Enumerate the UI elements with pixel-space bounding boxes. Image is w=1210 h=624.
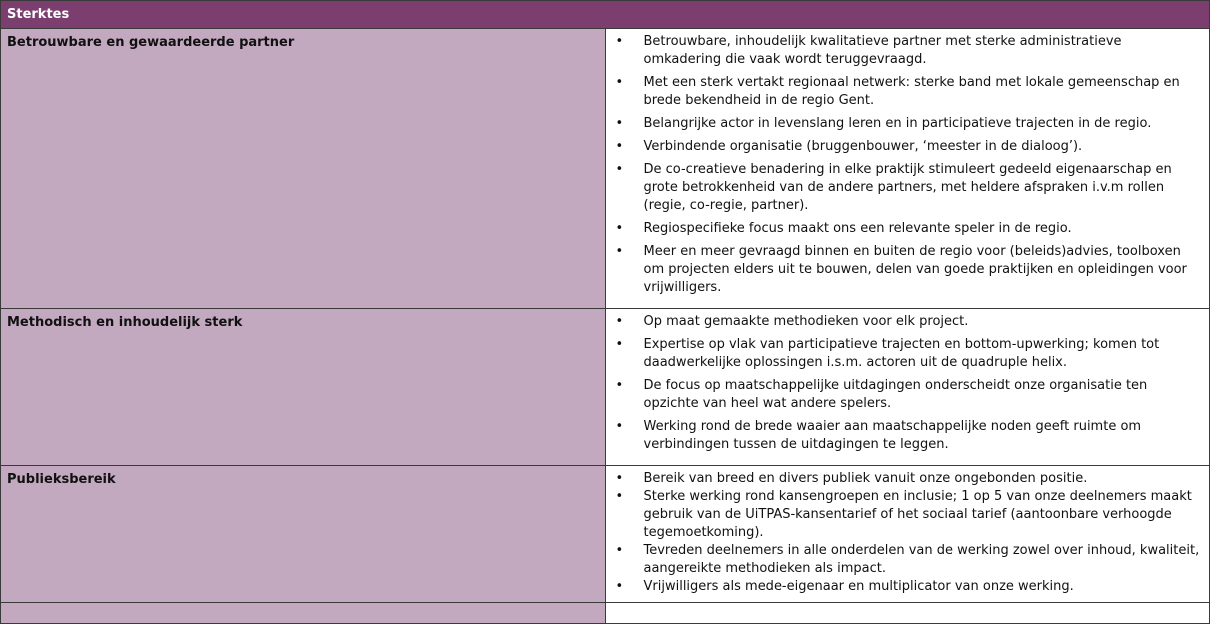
- list-item-text: Sterke werking rond kansengroepen en inclusie; 1 op 5 van onze deelnemers maakt gebruik van de UiTPAS-kansentarief of het sociaal tarief (aantoonbare verhoogde tegemoetkoming).: [643, 489, 1192, 540]
- list-item: [614, 138, 1202, 156]
- bullet-icon: •: [615, 139, 624, 154]
- bullet-list: [614, 33, 1202, 297]
- list-item-text: Betrouwbare, inhoudelijk kwalitatieve partner met sterke administratieve omkadering die vaak wordt teruggevraagd.: [643, 34, 1122, 67]
- bullet-icon: •: [615, 75, 624, 90]
- row-label: Methodisch en inhoudelijk sterk: [1, 309, 606, 466]
- list-item: [614, 470, 1202, 488]
- row-content: [605, 29, 1210, 309]
- bullet-icon: •: [615, 579, 624, 594]
- list-item-text: Bereik van breed en divers publiek vanuit onze ongebonden positie.: [643, 471, 1088, 486]
- list-item-text: Tevreden deelnemers in alle onderdelen van de werking zowel over inhoud, kwaliteit, aangereikte methodieken als impact.: [643, 543, 1200, 576]
- list-item: [614, 488, 1202, 542]
- list-item: [614, 418, 1202, 454]
- bullet-icon: •: [615, 471, 624, 486]
- table-header-row: [1, 1, 1210, 29]
- bullet-icon: •: [615, 221, 624, 236]
- list-item: [614, 578, 1202, 596]
- list-item-text: Verbindende organisatie (bruggenbouwer, ‘meester in de dialoog’).: [643, 139, 1083, 154]
- bullet-list: [614, 470, 1202, 596]
- list-item-text: Belangrijke actor in levenslang leren en in participatieve trajecten in de regio.: [643, 116, 1152, 131]
- bullet-list: [614, 313, 1202, 454]
- row-label: Publieksbereik: [1, 466, 606, 603]
- table-row: [1, 29, 1210, 309]
- list-item-text: Op maat gemaakte methodieken voor elk project.: [643, 314, 969, 329]
- bullet-icon: •: [615, 337, 624, 352]
- bullet-icon: •: [615, 116, 624, 131]
- list-item: [614, 243, 1202, 297]
- bullet-icon: •: [615, 34, 624, 49]
- list-item: [614, 377, 1202, 413]
- list-item: [614, 336, 1202, 372]
- row-content: [605, 309, 1210, 466]
- table-row: [1, 466, 1210, 603]
- list-item: [614, 161, 1202, 215]
- bullet-icon: •: [615, 244, 624, 259]
- list-item: [614, 542, 1202, 578]
- row-content: [605, 466, 1210, 603]
- list-item-text: De co-creatieve benadering in elke praktijk stimuleert gedeeld eigenaarschap en grote betrokkenheid van de andere partners, met heldere afspraken i.v.m rollen (regie, co-regie, partner).: [643, 162, 1172, 213]
- list-item-text: Expertise op vlak van participatieve trajecten en bottom-upwerking; komen tot daadwerkelijke oplossingen i.s.m. actoren uit de quadruple helix.: [643, 337, 1160, 370]
- list-item: [614, 313, 1202, 331]
- list-item: [614, 74, 1202, 110]
- bullet-icon: •: [615, 419, 624, 434]
- table-row-partial: [1, 603, 1210, 624]
- list-item-text: Vrijwilligers als mede-eigenaar en multiplicator van onze werking.: [643, 579, 1074, 594]
- list-item: [614, 220, 1202, 238]
- bullet-icon: •: [615, 378, 624, 393]
- row-label: [1, 603, 606, 624]
- bullet-icon: •: [615, 314, 624, 329]
- list-item-text: Met een sterk vertakt regionaal netwerk: sterke band met lokale gemeenschap en brede bekendheid in de regio Gent.: [643, 75, 1180, 108]
- bullet-icon: •: [615, 162, 624, 177]
- table-row: [1, 309, 1210, 466]
- list-item-text: Meer en meer gevraagd binnen en buiten de regio voor (beleids)advies, toolboxen om projecten elders uit te bouwen, delen van goede praktijken en opleidingen voor vrijwilligers.: [643, 244, 1187, 295]
- row-label: Betrouwbare en gewaardeerde partner: [1, 29, 606, 309]
- list-item-text: Regiospecifieke focus maakt ons een relevante speler in de regio.: [643, 221, 1072, 236]
- list-item: [614, 115, 1202, 133]
- bullet-icon: •: [615, 489, 624, 504]
- list-item-text: De focus op maatschappelijke uitdagingen onderscheidt onze organisatie ten opzichte van heel wat andere spelers.: [643, 378, 1148, 411]
- bullet-icon: •: [615, 543, 624, 558]
- list-item: [614, 33, 1202, 69]
- row-content: [605, 603, 1210, 624]
- list-item-text: Werking rond de brede waaier aan maatschappelijke noden geeft ruimte om verbindingen tussen de uitdagingen te leggen.: [643, 419, 1142, 452]
- table-header: Sterktes: [1, 1, 1210, 29]
